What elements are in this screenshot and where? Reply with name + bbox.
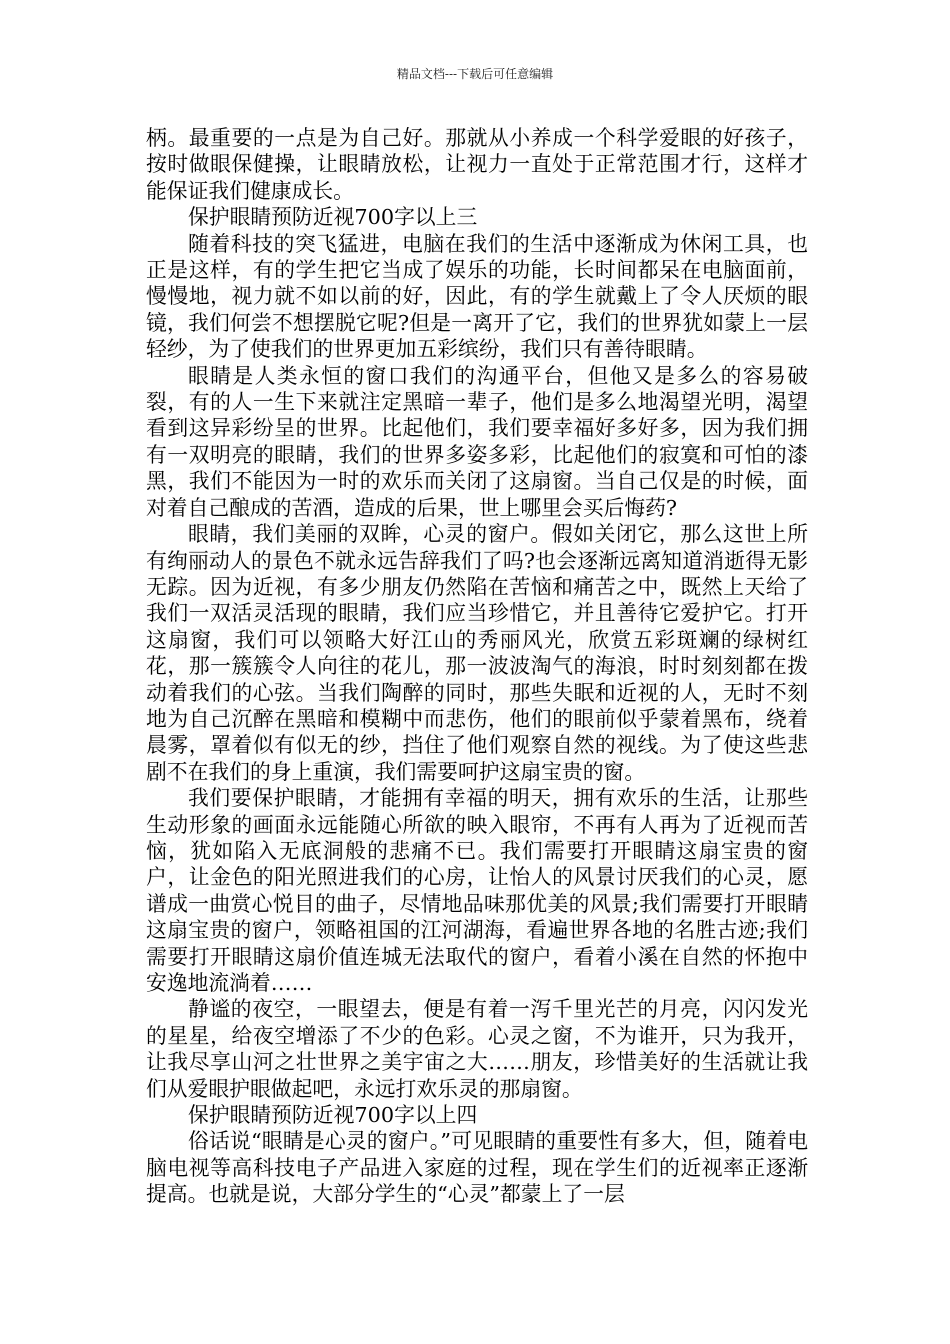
paragraph-6: 静谧的夜空，一眼望去，便是有着一泻千里光芒的月亮，闪闪发光的星星，给夜空增添了不少的色彩。心灵之窗，不为谁开，只为我开，让我尽享山河之壮世界之美宇宙之大……朋友，珍惜美好的生活就让我们从爱眼护眼做起吧，永远打欢乐灵的那扇窗。 bbox=[146, 997, 808, 1101]
section-heading-4: 保护眼睛预防近视700字以上四 bbox=[188, 1103, 478, 1128]
paragraph-3: 眼睛是人类永恒的窗口我们的沟通平台，但他又是多么的容易破裂，有的人一生下来就注定黑暗一辈子，他们是多么地渴望光明，渴望看到这异彩纷呈的世界。比起他们，我们要幸福好多好多，因为我们拥有一双明亮的眼睛，我们的世界多姿多彩，比起他们的寂寞和可怕的漆黑，我们不能因为一时的欢乐而关闭了这扇窗。当自己仅是的时候，面对着自己酿成的苦酒，造成的后果，世上哪里会买后悔药? bbox=[146, 363, 808, 520]
paragraph-1: 柄。最重要的一点是为自己好。那就从小养成一个科学爱眼的好孩子，按时做眼保健操，让眼睛放松，让视力一直处于正常范围才行，这样才能保证我们健康成长。 bbox=[146, 126, 808, 203]
section-heading-3: 保护眼睛预防近视700字以上三 bbox=[188, 205, 478, 230]
paragraph-2: 随着科技的突飞猛进，电脑在我们的生活中逐渐成为休闲工具，也正是这样，有的学生把它当成了娱乐的功能，长时间都呆在电脑面前，慢慢地，视力就不如以前的好，因此，有的学生就戴上了令人厌烦的眼镜，我们何尝不想摆脱它呢?但是一离开了它，我们的世界犹如蒙上一层轻纱，为了使我们的世界更加五彩缤纷，我们只有善待眼睛。 bbox=[146, 231, 808, 362]
paragraph-4: 眼睛，我们美丽的双眸，心灵的窗户。假如关闭它，那么这世上所有绚丽动人的景色不就永远告辞我们了吗?也会逐渐远离知道消逝得无影无踪。因为近视，有多少朋友仍然陷在苦恼和痛苦之中，既然上天给了我们一双活灵活现的眼睛，我们应当珍惜它，并且善待它爱护它。打开这扇窗，我们可以领略大好江山的秀丽风光，欣赏五彩斑斓的绿树红花，那一簇簇令人向往的花儿，那一波波淘气的海浪，时时刻刻都在拨动着我们的心弦。当我们陶醉的同时，那些失眠和近视的人，无时不刻地为自己沉醉在黑暗和模糊中而悲伤，他们的眼前似乎蒙着黑布，绕着晨雾，罩着似有似无的纱，挡住了他们观察自然的视线。为了使这些悲剧不在我们的身上重演，我们需要呵护这扇宝贵的窗。 bbox=[146, 522, 808, 784]
paragraph-5: 我们要保护眼睛，才能拥有幸福的明天，拥有欢乐的生活，让那些生动形象的画面永远能随心所欲的映入眼帘，不再有人再为了近视而苦恼，犹如陷入无底洞般的悲痛不已。我们需要打开眼睛这扇宝贵的窗户，让金色的阳光照进我们的心房，让怡人的风景讨厌我们的心灵，愿谱成一曲赏心悦目的曲子，尽情地品味那优美的风景;我们需要打开眼睛这扇宝贵的窗户，领略祖国的江河湖海，看遍世界各地的名胜古迹;我们需要打开眼睛这扇价值连城无法取代的窗户，看着小溪在自然的怀抱中安逸地流淌着…… bbox=[146, 786, 808, 995]
paragraph-7: 俗话说“眼睛是心灵的窗户。”可见眼睛的重要性有多大，但，随着电脑电视等高科技电子产品进入家庭的过程，现在学生们的近视率正逐渐提高。也就是说，大部分学生的“心灵”都蒙上了一层 bbox=[146, 1129, 808, 1207]
document-body bbox=[146, 125, 808, 1208]
page-header: 精品文档---下载后可任意编辑 bbox=[396, 67, 554, 81]
